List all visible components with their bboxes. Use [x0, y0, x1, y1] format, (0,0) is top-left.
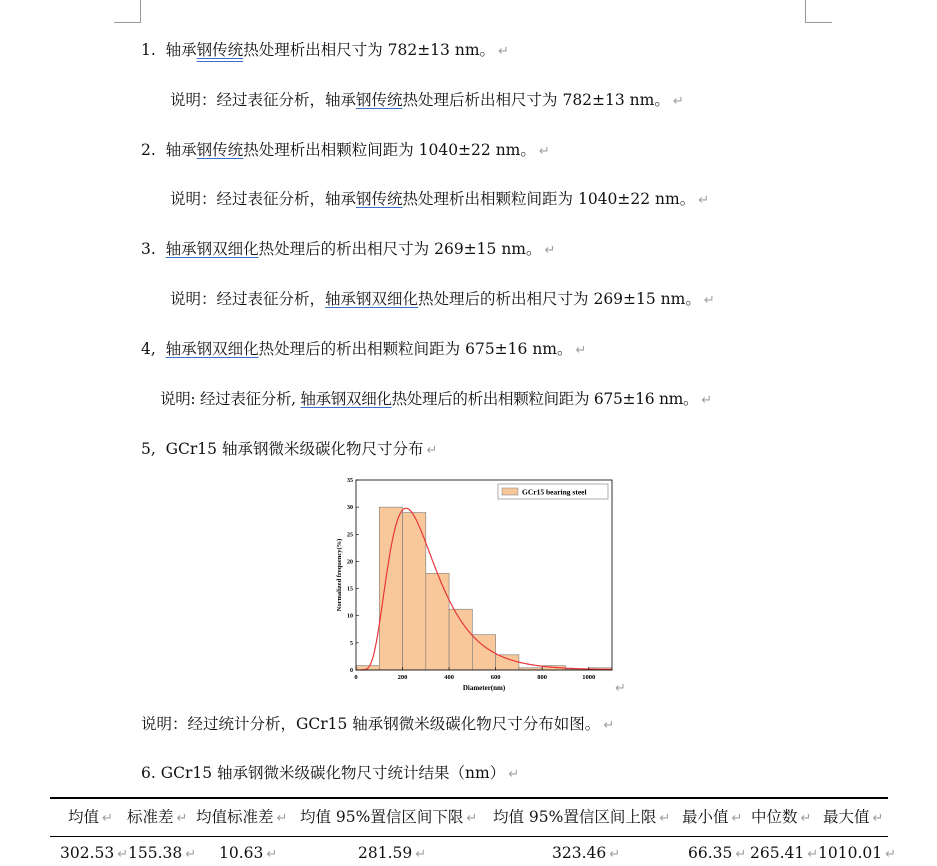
- item-text: 热处理后的析出相尺寸为 269±15 nm。: [258, 240, 542, 258]
- paragraph-mark-icon: ↵: [659, 811, 671, 826]
- explanation-2[interactable]: [170, 188, 709, 212]
- table-header-cell[interactable]: 均值标准差 ↵: [196, 808, 288, 826]
- list-item-5[interactable]: [141, 438, 437, 462]
- item-text: GCr15 轴承钢微米级碳化物尺寸统计结果（nm）: [160, 764, 506, 782]
- table-cell[interactable]: 10.63 ↵: [219, 844, 278, 862]
- paragraph-mark-icon: ↵: [276, 811, 288, 826]
- table-cell[interactable]: 302.53 ↵: [60, 844, 129, 862]
- histogram-bar: [426, 573, 449, 670]
- x-tick-label: 600: [490, 674, 501, 681]
- item-number: 3.: [141, 240, 156, 258]
- table-cell[interactable]: 1010.01 ↵: [818, 844, 897, 862]
- grammar-underline: 钢传统: [196, 141, 244, 159]
- item-text: 热处理析出相尺寸为 782±13 nm。: [243, 41, 496, 59]
- y-tick-label: 5: [350, 640, 353, 647]
- item-text-pre: 轴承: [165, 41, 197, 59]
- table-header-cell[interactable]: 标准差 ↵: [127, 808, 188, 826]
- y-tick-label: 10: [347, 613, 353, 620]
- paragraph-mark-icon: ↵: [701, 393, 712, 408]
- paragraph-mark-icon: ↵: [102, 811, 113, 826]
- paragraph-mark-icon: ↵: [885, 847, 897, 862]
- item-number: 2.: [141, 141, 156, 159]
- y-tick-label: 25: [347, 532, 353, 539]
- table-header-cell[interactable]: 中位数 ↵: [751, 808, 812, 826]
- table-top-rule: [50, 797, 888, 799]
- explanation-text-pre: 说明：经过表征分析，轴承: [170, 91, 357, 109]
- x-tick-label: 1000: [582, 674, 596, 681]
- explanation-text: 热处理后的析出相尺寸为 269±15 nm。: [418, 290, 701, 308]
- list-item-2[interactable]: [141, 139, 550, 163]
- paragraph-mark-icon: ↵: [672, 94, 684, 109]
- histogram-bar: [449, 609, 472, 670]
- explanation-text: 热处理后析出相尺寸为 782±13 nm。: [402, 91, 670, 109]
- spell-check-underline: 钢传统: [196, 41, 244, 59]
- paragraph-mark-icon: ↵: [426, 443, 438, 458]
- paragraph-mark-icon: ↵: [176, 811, 188, 826]
- item-text: 热处理析出相颗粒间距为 1040±22 nm。: [243, 141, 536, 159]
- table-header-cell[interactable]: 均值 ↵: [68, 808, 113, 826]
- paragraph-mark-icon: ↵: [615, 681, 626, 696]
- paragraph-mark-icon: ↵: [466, 811, 478, 826]
- paragraph-mark-icon: ↵: [735, 847, 747, 862]
- table-cell[interactable]: 265.41 ↵: [750, 844, 819, 862]
- table-header-cell[interactable]: 最大值 ↵: [823, 808, 884, 826]
- paragraph-mark-icon: ↵: [609, 847, 621, 862]
- paragraph-mark-icon: ↵: [603, 718, 615, 733]
- x-axis-label: Diameter(nm): [462, 684, 506, 692]
- y-tick-label: 35: [347, 478, 353, 484]
- table-cell[interactable]: 323.46 ↵: [552, 844, 621, 862]
- legend-label: GCr15 bearing steel: [522, 487, 587, 497]
- table-header-cell[interactable]: 均值 95%置信区间下限 ↵: [300, 808, 478, 826]
- list-item-4[interactable]: [141, 338, 586, 362]
- legend-swatch: [502, 488, 518, 495]
- paragraph-mark-icon: ↵: [800, 811, 812, 826]
- table-header-rule: [50, 836, 888, 837]
- table-cell[interactable]: 66.35 ↵: [688, 844, 747, 862]
- page-corner-top-left: [114, 0, 141, 23]
- item-number: 4,: [141, 340, 156, 358]
- x-tick-label: 200: [397, 674, 408, 681]
- grammar-underline: 轴承钢双细化: [165, 340, 259, 358]
- paragraph-mark-icon: ↵: [185, 847, 197, 862]
- paragraph-mark-icon: ↵: [872, 811, 884, 826]
- paragraph-mark-icon: ↵: [544, 243, 556, 258]
- histogram-bar: [472, 635, 495, 670]
- table-cell[interactable]: 281.59 ↵: [358, 844, 427, 862]
- explanation-1[interactable]: [170, 89, 684, 113]
- table-header-cell[interactable]: 均值 95%置信区间上限 ↵: [493, 808, 671, 826]
- explanation-text-pre: 说明: 经过表征分析,: [160, 390, 301, 408]
- explanation-text: 热处理析出相颗粒间距为 1040±22 nm。: [402, 190, 696, 208]
- x-tick-label: 400: [444, 674, 454, 681]
- item-text: GCr15 轴承钢微米级碳化物尺寸分布: [165, 440, 424, 458]
- grammar-underline: 钢传统: [356, 91, 403, 109]
- y-tick-label: 30: [347, 505, 353, 512]
- paragraph-mark-icon: ↵: [415, 847, 427, 862]
- histogram-bar: [403, 513, 426, 670]
- paragraph-mark-icon: ↵: [731, 811, 743, 826]
- table-cell[interactable]: 155.38 ↵: [128, 844, 197, 862]
- explanation-text: 热处理后的析出相颗粒间距为 675±16 nm。: [391, 390, 699, 408]
- y-axis-label: Normalized frequency(%): [336, 538, 343, 612]
- y-tick-label: 0: [350, 668, 353, 674]
- item-number: 6.: [141, 764, 156, 782]
- page-corner-top-right: [805, 0, 832, 23]
- item-number: 1.: [141, 41, 156, 59]
- chart-explanation[interactable]: [141, 713, 614, 737]
- explanation-text: 说明：经过统计分析，GCr15 轴承钢微米级碳化物尺寸分布如图。: [141, 715, 601, 733]
- paragraph-mark-icon: ↵: [703, 293, 715, 308]
- list-item-3[interactable]: [141, 238, 555, 262]
- paragraph-mark-icon: ↵: [498, 44, 509, 59]
- grammar-underline: 轴承钢双细化: [165, 240, 259, 258]
- histogram-chart[interactable]: [330, 474, 630, 694]
- item-number: 5,: [141, 440, 156, 458]
- list-item-6[interactable]: [141, 762, 519, 786]
- grammar-underline: 钢传统: [356, 190, 403, 208]
- item-text-pre: 轴承: [165, 141, 197, 159]
- paragraph-mark-icon: ↵: [698, 193, 710, 208]
- explanation-4[interactable]: [160, 388, 712, 412]
- x-tick-label: 0: [354, 674, 358, 681]
- grammar-underline: 轴承钢双细化: [325, 290, 419, 308]
- grammar-underline: 轴承钢双细化: [300, 390, 392, 408]
- explanation-text-pre: 说明：经过表征分析，轴承: [170, 190, 357, 208]
- histogram-bar: [496, 655, 519, 670]
- explanation-3[interactable]: [170, 288, 715, 312]
- paragraph-mark-icon: ↵: [508, 767, 520, 782]
- y-tick-label: 15: [347, 586, 353, 593]
- list-item-1[interactable]: [141, 39, 509, 63]
- y-tick-label: 20: [347, 559, 353, 566]
- table-header-cell[interactable]: 最小值 ↵: [682, 808, 743, 826]
- item-text: 热处理后的析出相颗粒间距为 675±16 nm。: [258, 340, 573, 358]
- paragraph-mark-icon: ↵: [117, 847, 129, 862]
- paragraph-mark-icon: ↵: [266, 847, 278, 862]
- explanation-text-pre: 说明：经过表征分析，: [170, 290, 326, 308]
- x-tick-label: 800: [537, 674, 548, 681]
- paragraph-mark-icon: ↵: [575, 343, 587, 358]
- paragraph-mark-icon: ↵: [538, 144, 550, 159]
- histogram-bar: [379, 507, 402, 670]
- paragraph-mark-icon: ↵: [807, 847, 819, 862]
